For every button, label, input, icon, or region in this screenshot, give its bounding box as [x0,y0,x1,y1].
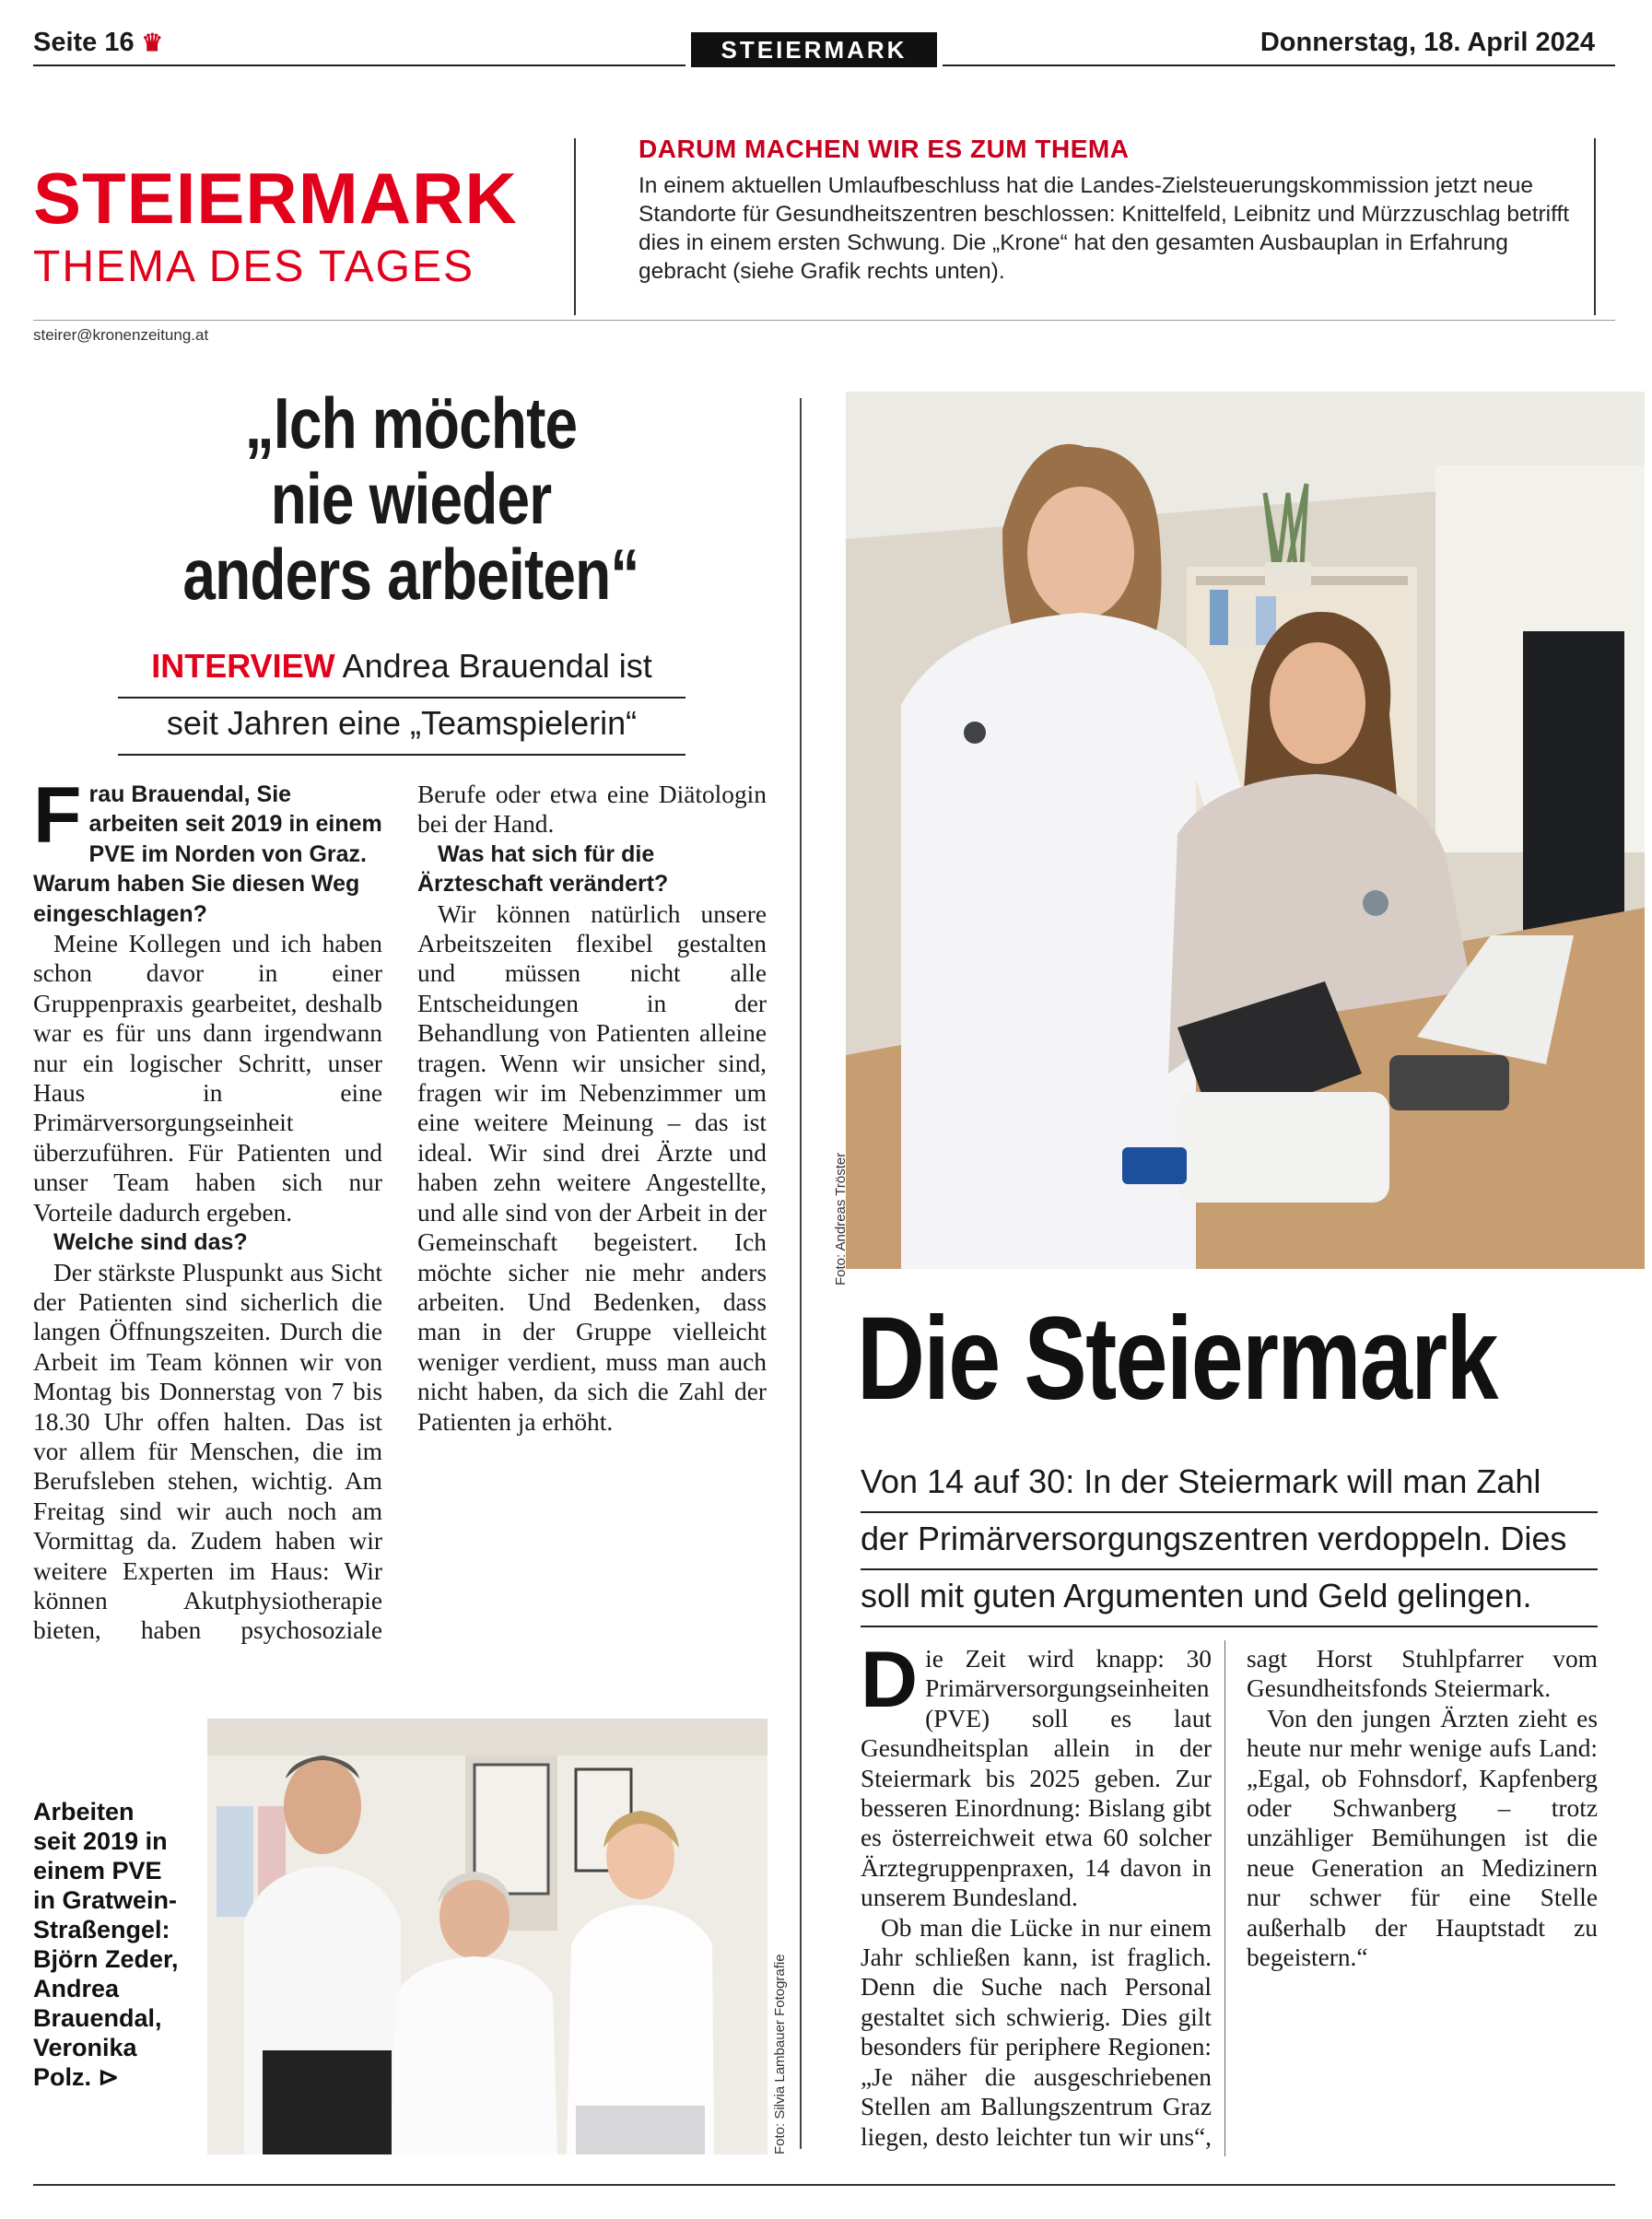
contact-email[interactable]: steirer@kronenzeitung.at [33,326,209,344]
top-rule [943,65,1615,66]
main-article-body [861,1636,1598,2160]
article-paragraph: Von den jungen Ärzten zieht es heute nur mehr wenige aufs Land: „Egal, ob Fohnsdorf, Kapfenberg oder Schwanberg – trotz unzähliger Bemühungen ist die neue Generation an Medizinern nur schwer für eine Stelle außerhalb der Hauptstadt zu begeistern.“ [1247,1704,1598,1972]
header-divider [574,138,576,315]
main-photo-credit: Foto: Andreas Tröster [833,1152,849,1286]
bottom-rule [33,2184,1615,2186]
subhead-line: der Primärversorgungszentren verdoppeln. Dies [861,1513,1598,1570]
crown-icon: ♛ [141,29,163,56]
arrow-right-icon: ⊳ [98,2063,120,2091]
header-divider [1594,138,1596,315]
section-title: STEIERMARK [33,158,518,239]
interview-answer: Meine Kollegen und ich haben schon davor in einer Gruppenpraxis gearbeitet, deshalb war es für uns dann irgendwann nur ein logischer Schritt, unser Haus in eine Primärversorgungseinheit überzuführen. Für Patienten und unser Team haben sich nur Vorteile dadurch ergeben. [33,930,382,1227]
kicker-text: Andrea Brauendal ist [342,647,652,685]
main-photo [846,392,1645,1269]
issue-date: Donnerstag, 18. April 2024 [1260,28,1595,57]
section-subtitle: THEMA DES TAGES [33,242,475,291]
interview-answer: Wir können natürlich unsere Arbeitszeiten flexibel gestalten und müssen nicht alle Entscheidungen in der Behandlung von Patienten alleine tragen. Wenn wir unsicher sind, fragen wir im Nebenzimmer um eine weitere Meinung – das ist ideal. Wir sind drei Ärzte und haben zehn weitere Angestellte, und alle sind von der Arbeit in der Gemeinschaft begeistert. Ich möchte sicher nie mehr anders arbeiten. Und Bedenken, dass man in der Gruppe vielleicht weniger verdient, muss man auch nicht haben, da sich die Zahl der Patienten ja erhöht. [417,899,767,1436]
interview-question: Welche sind das? [53,1229,248,1256]
article-paragraph: ie Zeit wird knapp: 30 Primärversorgungseinheiten (PVE) soll es laut Gesundheitsplan allein in der Steiermark bis 2025 geben. Zur besseren Einordnung: Bislang gibt es österreichweit etwa 60 solcher Ärztegruppenpraxen, 14 davon in unserem Bundesland. [861,1645,1212,1912]
interview-kicker [118,641,685,756]
team-photo-caption: Arbeiten seit 2019 in einem PVE in Gratwein-Straßengel: Björn Zeder, Andrea Brauendal, Veronika Polz. ⊳ [33,1798,179,2091]
interview-question: rau Brauendal, Sie arbeiten seit 2019 in einem PVE im Norden von Graz. Warum haben Sie diesen Weg eingeschlagen? [33,781,382,927]
interview-headline [101,382,721,615]
why-text: In einem aktuellen Umlaufbeschluss hat die Landes-Zielsteuerungskommission jetzt neue Standorte für Gesundheitszentren beschlossen: Knittelfeld, Leibnitz und Mürzzuschlag betrifft dies in einem ersten Schwung. Die „Krone“ hat den gesamten Ausbauplan in Erfahrung gebracht (siehe Grafik rechts unten). [639,173,1570,284]
subhead-line: soll mit guten Argumenten und Geld gelingen. [861,1570,1598,1627]
interview-label: INTERVIEW [151,647,335,685]
team-photo [207,1719,767,2154]
why-title: DARUM MACHEN WIR ES ZUM THEMA [639,135,1130,163]
interview-answer: Der stärkste Pluspunkt aus Sicht der Patienten sind sicherlich die langen Öffnungszeiten. Durch die Arbeit im Team können wir von Montag bis Donnerstag von 7 bis 18.30 Uhr offen halten. Das ist vor allem für Menschen, die im Berufsleben stehen, wichtig. Am Freitag sind wir auch noch am Vormittag da. Zudem haben wir weitere Experten im Haus: Wir können Akutphysiotherapie bieten, haben psychosoziale Berufe oder etwa eine Diätologin bei der Hand. [33,781,767,1645]
kicker-text: seit Jahren eine „Teamspielerin“ [166,704,638,742]
team-photo-credit: Foto: Silvia Lambauer Fotografie [772,1954,788,2154]
subhead-line: Von 14 auf 30: In der Steiermark will man Zahl [861,1456,1598,1513]
column-rule [1224,1640,1225,2156]
section-label: STEIERMARK [691,32,937,67]
interview-headline-line: „Ich möchte [244,382,578,464]
drop-cap: F [33,771,82,860]
interview-question: Was hat sich für die Ärzteschaft verändert? [417,840,669,898]
main-subhead [861,1456,1598,1627]
drop-cap: D [861,1636,919,1724]
interview-headline-line: nie wieder [270,458,552,539]
top-rule [33,65,685,66]
column-rule [800,398,802,2149]
interview-headline-line: anders arbeiten“ [182,534,639,615]
header-rule [33,320,1615,321]
main-headline: Die Steiermark [857,1293,1497,1425]
interview-body [33,771,767,1664]
team-photo-image [207,1719,767,2154]
main-photo-image [846,392,1645,1269]
page-number: Seite 16 ♛ [33,28,163,57]
article-paragraph: Ob man die Lücke in nur einem Jahr schließen kann, ist fraglich. Denn die Suche nach Personal gestaltet sich schwierig. Dies gilt besonders für periphere Regionen: „Je näher die ausgeschriebenen Stellen am Ballungszentrum Graz liegen, desto leichter tun wir uns“, sagt Horst Stuhlpfarrer vom Gesundheitsfonds Steiermark. [861,1645,1598,2151]
